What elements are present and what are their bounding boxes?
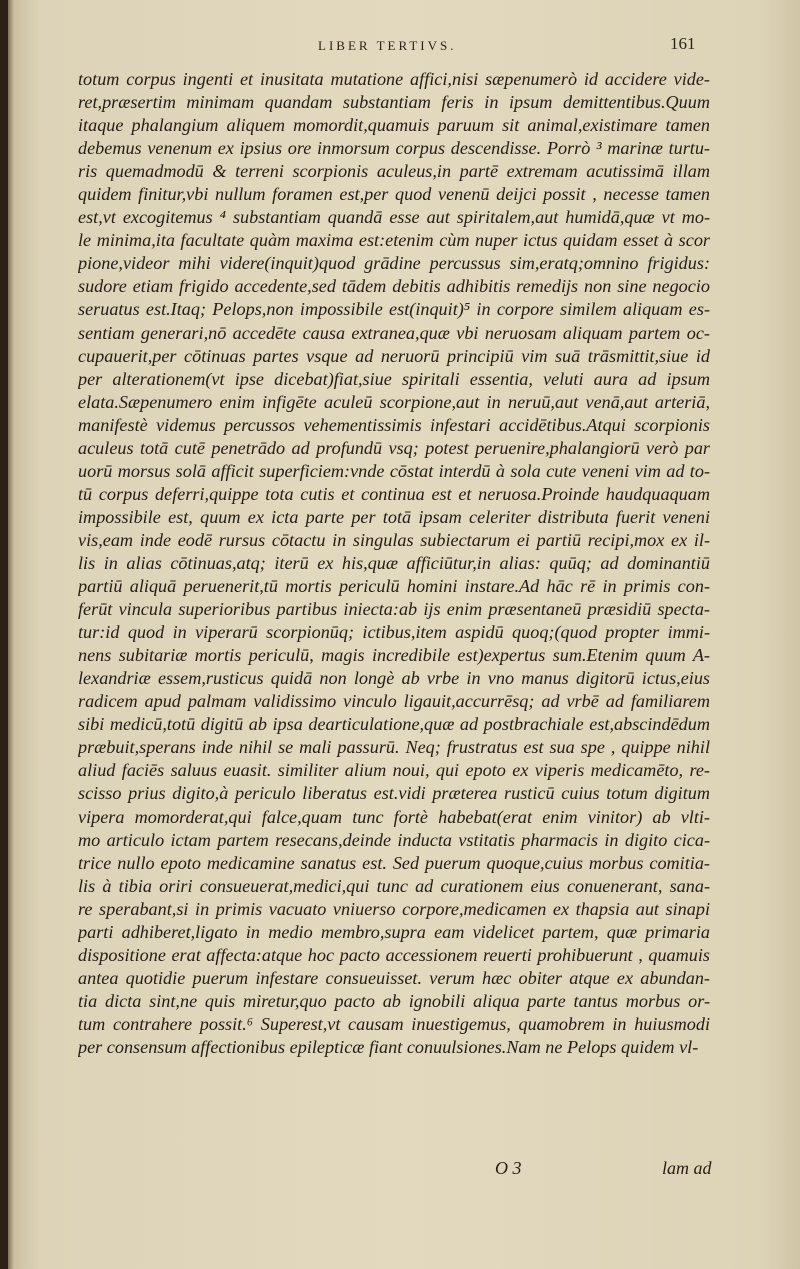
text-line: manifestè videmus percussos vehementissimis infestari accidētibus.Atqui scorpionis: [78, 414, 710, 435]
text-line: aculeus totā cutē penetrādo ad profundū vsq; potest peruenire,phalangiorū verò par: [78, 437, 710, 458]
text-line: est,vt excogitemus ⁴ substantiam quandā esse aut spiritalem,aut humidā,quæ vt mo-: [78, 207, 710, 228]
text-line: itaque phalangium aliquem momordit,quamuis paruum sit animal,existimare tamen: [78, 115, 710, 136]
binding-gutter: [0, 0, 8, 1269]
signature-mark: O 3: [495, 1158, 522, 1178]
text-line: lis à tibia oriri consueuerat,medici,qui tunc ad curationem eius conuenerant, sana-: [78, 875, 710, 896]
text-line: scisso prius digito,à periculo liberatus est.vidi præterea rusticū cuius totum digitum: [78, 783, 710, 804]
text-line: radicem apud palmam validissimo vinculo ligauit,accurrēsq; ad vrbē ad familiarem: [78, 691, 710, 712]
text-line: trice nullo epoto medicamine sanatus est. Sed puerum quoque,cuius morbus comitia-: [78, 852, 710, 873]
text-line: pione,videor mihi videre(inquit)quod grādine percussus sim,eratq;omnino frigidus:: [78, 253, 710, 274]
text-line: per alterationem(vt ipse dicebat)fiat,siue spiritali essentia, veluti aura ad ipsum: [78, 368, 710, 389]
text-line: dispositione erat affecta:atque hoc pacto accessionem reuerti prohibuerunt , quamuis: [78, 944, 710, 965]
text-line: vis,eam inde eodē rursus cōtactu in singulas subiectarum ei partiū recipi,mox ex il-: [78, 529, 710, 550]
text-line: præbuit,sperans inde nihil se mali passurū. Neq; frustratus est sua spe , quippe nihil: [78, 737, 710, 758]
text-line: tū corpus deferri,quippe tota cutis et continua est et neruosa.Proinde haudquaquam: [78, 483, 710, 504]
text-line: nens subitariæ mortis periculū, magis incredibile est)expertus sum.Etenim quum A-: [78, 645, 710, 666]
text-line: tia dicta sint,ne quis miretur,quo pacto ab ignobili aliqua parte tantus morbus or-: [78, 990, 710, 1011]
text-line: aliud faciēs saluus euasit. similiter alium noui, qui epoto ex viperis medicamēto, re-: [78, 760, 710, 781]
text-line: sudore etiam frigido accedente,sed tādem debitis adhibitis remedijs non sine negocio: [78, 276, 710, 297]
text-line: sentiam generari,nō accedēte causa extranea,quæ vbi neruosam aliquam partem oc-: [78, 322, 710, 343]
text-line: per consensum affectionibus epilepticæ fiant conuulsiones.Nam ne Pelops quidem vl-: [78, 1036, 699, 1057]
text-line: le minima,ita facultate quàm maxima est:etenim cùm nuper ictus quidam esset à scor: [78, 230, 710, 251]
page-footer: [0, 1158, 800, 1188]
text-line: tur:id quod in viperarū scorpionūq; ictibus,item aspidū quoq;(quod propter immi-: [78, 622, 710, 643]
text-line: totum corpus ingenti et inusitata mutatione affici,nisi sæpenumerò id accidere vide-: [78, 69, 710, 89]
text-line: lexandriæ essem,rusticus quidā non longè ab vrbe in vno manus digitorū ictus,eius: [78, 668, 710, 689]
text-line: ret,præsertim minimam quandam substantiam feris in ipsum demittentibus.Quum: [78, 92, 710, 113]
text-line: sibi medicū,totū digitū ab ipsa dearticulatione,quæ ad postbrachiale est,abscindēdum: [78, 714, 710, 735]
text-line: lis in alias cōtinuas,atq; iterū ex his,quæ afficiūtur,in alias: quūq; ad dominantiū: [78, 552, 710, 573]
text-line: elata.Sæpenumero enim infigēte aculeū scorpione,aut in neruū,aut venā,aut arteriā,: [78, 391, 710, 412]
text-line: seruatus est.Itaq; Pelops,non impossibile est(inquit)⁵ in corpore similem aliquam es-: [78, 299, 710, 320]
text-line: antea quotidie puerum infestare consueuisset. verum hæc obiter atque ex abundan-: [78, 967, 710, 988]
text-line: vipera momorderat,qui falce,quam tunc fortè habebat(erat enim vinitor) ab vlti-: [78, 806, 710, 827]
text-line: cupauerit,per cōtinuas partes vsque ad neruorū principiū vim suā trāsmittit,siue id: [78, 345, 710, 366]
text-line: ris quemadmodū & terreni scorpionis aculeus,in partē extremam acutissimā illam: [78, 161, 710, 182]
running-head: LIBER TERTIVS.: [318, 38, 457, 53]
text-line: quidem finitur,vbi nullum foramen est,per quod venenū deijci possit , necesse tamen: [78, 184, 710, 205]
text-line: partiū aliquā peruenerit,tū mortis periculū homini instare.Ad hāc rē in primis con-: [78, 576, 710, 597]
text-line: uorū morsus solā afficit superficiem:vnde cōstat interdū à sola cute veneni vim ad to-: [78, 460, 710, 481]
text-line: mo articulo ictam partem resecans,deinde inducta vstitatis pharmacis in digito cica-: [78, 829, 710, 850]
text-line: re sperabant,si in primis vacuato vniuerso corpore,medicamen ex thapsia aut sinapi: [78, 898, 710, 919]
text-line: ferūt vincula superioribus partibus iniecta:ab ijs enim præsentaneū præsidiū specta-: [78, 599, 710, 620]
text-line: impossibile est, quum ex icta parte per totā ipsam celeriter distributa fuerit veneni: [78, 506, 710, 527]
page-number: 161: [670, 34, 696, 53]
page-header: [0, 34, 800, 62]
text-line: debemus venenum ex ipsius ore inmorsum corpus descendisse. Porrò ³ marinæ turtu-: [78, 138, 710, 159]
catchword: lam ad: [662, 1158, 712, 1178]
body-text: [78, 68, 710, 1059]
text-line: tum contrahere possit.⁶ Superest,vt causam inuestigemus, quamobrem in huiusmodi: [78, 1013, 710, 1034]
text-line: parti adhiberet,ligato in medio membro,supra eam videlicet partem, quæ primaria: [78, 921, 710, 942]
